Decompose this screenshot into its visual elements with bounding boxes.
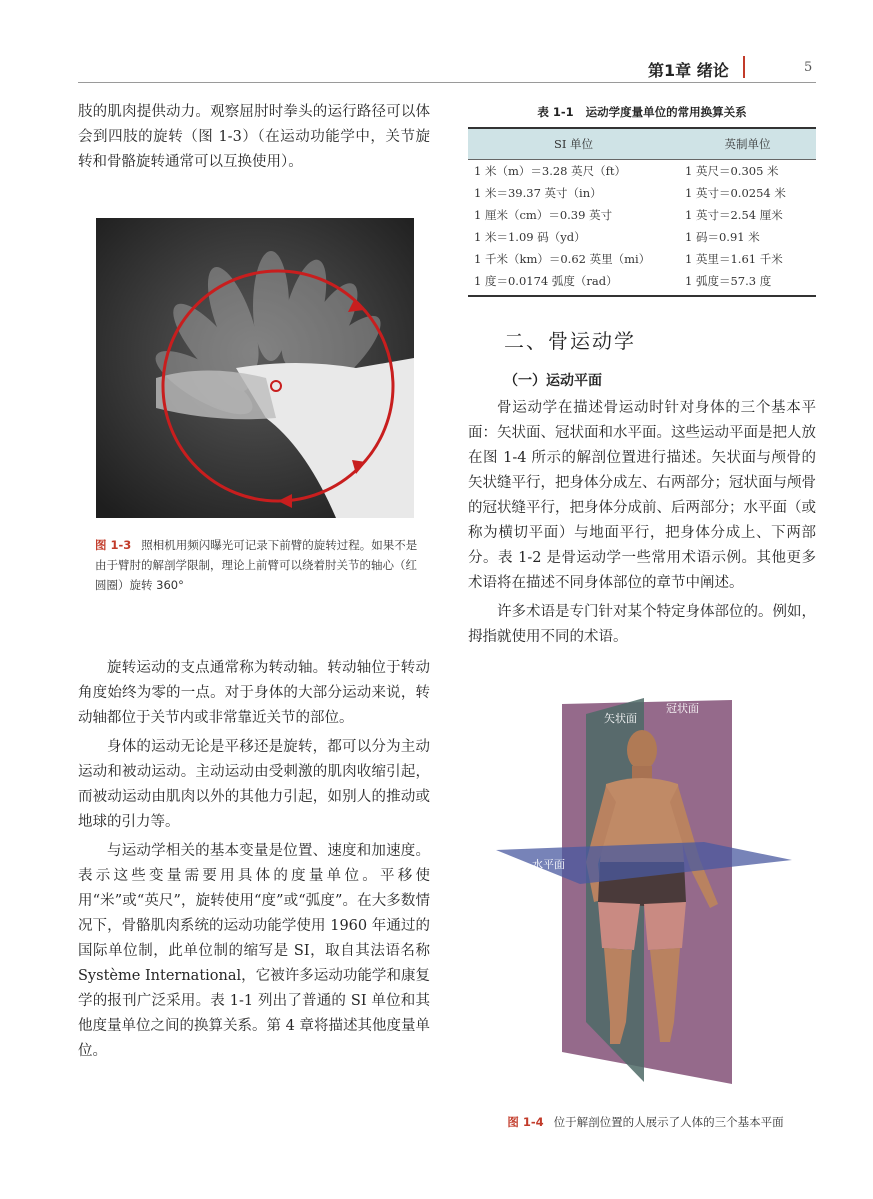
unit-conversion-table [468, 127, 816, 297]
table-header-row [468, 128, 816, 160]
section-title: 二、骨运动学 [504, 329, 636, 353]
right-body-text [468, 396, 816, 654]
left-top-paragraph [78, 100, 430, 175]
table-row [468, 226, 816, 248]
table-row [468, 182, 816, 204]
caption-text: 位于解剖位置的人展示了人体的三个基本平面 [553, 1115, 784, 1129]
table-number: 表 1-1 [537, 105, 574, 119]
table-cell: 1 米＝39.37 英寸（in） [474, 186, 602, 200]
figure-number: 图 1-4 [507, 1115, 544, 1129]
paragraph: 旋转运动的支点通常称为转动轴。转动轴位于转动角度始终为零的一点。对于身体的大部分运动来说，转动轴都位于关节内或非常靠近关节的部位。 [78, 660, 430, 726]
table-cell: 1 英寸＝0.0254 米 [685, 186, 786, 200]
chapter-header: 第1章 绪论 [648, 61, 729, 80]
paragraph: 与运动学相关的基本变量是位置、速度和加速度。表示这些变量需要用具体的度量单位。平移使用“米”或“英尺”，旋转使用“度”或“弧度”。在大多数情况下，骨骼肌肉系统的运动功能学使用 1960 年通过的国际单位制，此单位制的缩写是 SI，取自其法语名称 Système International，它被许多运动功能学和康复学的报刊广泛采用。表 1-1 列出了普通的 SI 单位和其他度量单位之间的换算关系。第 4 章将描述其他度量单位。 [78, 843, 430, 1059]
paragraph: 肢的肌肉提供动力。观察屈肘时拳头的运行路径可以体会到四肢的旋转（图 1-3）（在运动功能学中，关节旋转和骨骼旋转通常可以互换使用）。 [78, 104, 430, 170]
paragraph: 骨运动学在描述骨运动时针对身体的三个基本平面：矢状面、冠状面和水平面。这些运动平面是把人放在图 1-4 所示的解剖位置进行描述。矢状面与颅骨的矢状缝平行，把身体分成左、右两部分；冠状面与颅骨的冠状缝平行，把身体分成前、后两部分；水平面（或称为横切平面）与地面平行，把身体分成上、下两部分。表 1-2 是骨运动学一些常用术语示例。其他更多术语将在描述不同身体部位的章节中阐述。 [468, 400, 816, 591]
table-row [468, 248, 816, 270]
subsection-title: （一）运动平面 [504, 373, 602, 389]
table-title-text: 运动学度量单位的常用换算关系 [585, 105, 747, 119]
table-cell: 1 度＝0.0174 弧度（rad） [468, 270, 679, 296]
figure-1-4-caption [473, 1114, 818, 1130]
table-cell: 1 米（m）＝3.28 英尺（ft） [474, 164, 627, 178]
table-row [468, 204, 816, 226]
table-cell: 1 英里＝1.61 千米 [685, 252, 783, 266]
table-cell: 1 英寸＝2.54 厘米 [685, 208, 783, 222]
table-row [468, 160, 816, 183]
body-planes-illustration [494, 692, 794, 1092]
figure-number: 图 1-3 [95, 538, 132, 552]
figure-1-3-caption [95, 535, 425, 595]
paragraph: 身体的运动无论是平移还是旋转，都可以分为主动运动和被动运动。主动运动由受刺激的肌肉收缩引起，而被动运动由肌肉以外的其他力引起，如别人的推动或地球的引力等。 [78, 739, 430, 830]
table-1-1-title [468, 104, 816, 120]
caption-text: 照相机用频闪曝光可记录下前臂的旋转过程。如果不是由于臂肘的解剖学限制，理论上前臂可以绕着肘关节的轴心（红圆圈）旋转 360° [95, 538, 418, 592]
coronal-plane-label: 冠状面 [666, 702, 699, 715]
table-cell: 1 米＝1.09 码（yd） [474, 230, 586, 244]
table-cell: 1 码＝0.91 米 [685, 230, 760, 244]
horizontal-plane-label: 水平面 [532, 858, 565, 871]
left-body-text [78, 656, 430, 1068]
figure-1-4-image [494, 692, 794, 1092]
forearm-rotation-photo [96, 218, 414, 518]
paragraph: 许多术语是专门针对某个特定身体部位的。例如，拇指就使用不同的术语。 [468, 604, 816, 645]
column-header: SI 单位 [468, 128, 679, 160]
table-row [468, 270, 816, 296]
header-rule [78, 82, 816, 83]
table-cell: 1 弧度＝57.3 度 [679, 270, 816, 296]
figure-1-3-image [96, 218, 414, 518]
table-cell: 1 英尺＝0.305 米 [685, 164, 779, 178]
table-cell: 1 千米（km）＝0.62 英里（mi） [474, 252, 651, 266]
column-header: 英制单位 [679, 128, 816, 160]
sagittal-plane-label: 矢状面 [604, 712, 637, 725]
table-cell: 1 厘米（cm）＝0.39 英寸 [474, 208, 613, 222]
header-divider [743, 56, 745, 78]
page-number: 5 [804, 60, 813, 75]
